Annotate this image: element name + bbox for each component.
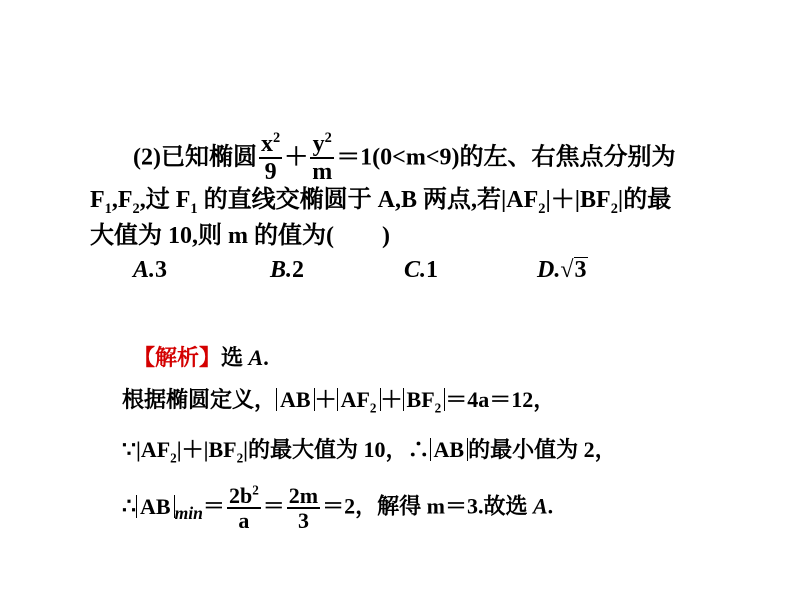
ellipse-fraction-y: $\frac{y^2}{m}$ bbox=[312, 130, 333, 186]
sqrt-symbol: √3 bbox=[560, 257, 587, 283]
plus-sign: ＋ bbox=[284, 144, 309, 171]
option-d: D.√3 bbox=[537, 257, 587, 283]
fraction-2b2-over-a: $\frac{2b^2}{a}$ bbox=[228, 482, 259, 534]
fraction-2m-over-3: $\frac{2m}{3}$ bbox=[288, 483, 319, 534]
solution-line-1: 根据椭圆定义， AB ＋ $AF_2 + BF_2 =4a=12$， bbox=[122, 387, 556, 416]
option-b: B.2 bbox=[270, 257, 305, 283]
solution-label: 【解析】 bbox=[133, 345, 222, 370]
equation-condition: ＝1(0<m<9)的左、右焦点分别为 bbox=[336, 144, 676, 171]
question-line-1 bbox=[133, 132, 676, 186]
question-line-2: $F_1,F_2$,过 $F_1$ 的直线交椭圆于 A,B 两点,若$|AF_2|+|BF_2|$的最 bbox=[90, 187, 672, 217]
solution-line-3: ∴ AB $_{min}$＝ $\frac{2b^2}{a}$ ＝ $\frac{2m}{3}$ ＝2，解得 m＝3.故选 A. bbox=[122, 482, 554, 534]
ellipse-fraction-x: $\frac{x^2}{9}$ bbox=[260, 130, 281, 186]
question-intro: 已知椭圆 bbox=[160, 144, 257, 171]
part-label: (2) bbox=[133, 144, 161, 171]
option-a: A.3 bbox=[133, 257, 168, 283]
solution-header: 【解析】选 A. bbox=[133, 345, 269, 370]
option-c: C.1 bbox=[404, 257, 439, 283]
question-line-3: 大值为 10,则 m 的值为( ) bbox=[90, 223, 390, 249]
solution-line-2: $\because|AF_2|+|BF_2|$的最大值为 10，∴ AB 的最小值为 2， bbox=[122, 437, 617, 466]
